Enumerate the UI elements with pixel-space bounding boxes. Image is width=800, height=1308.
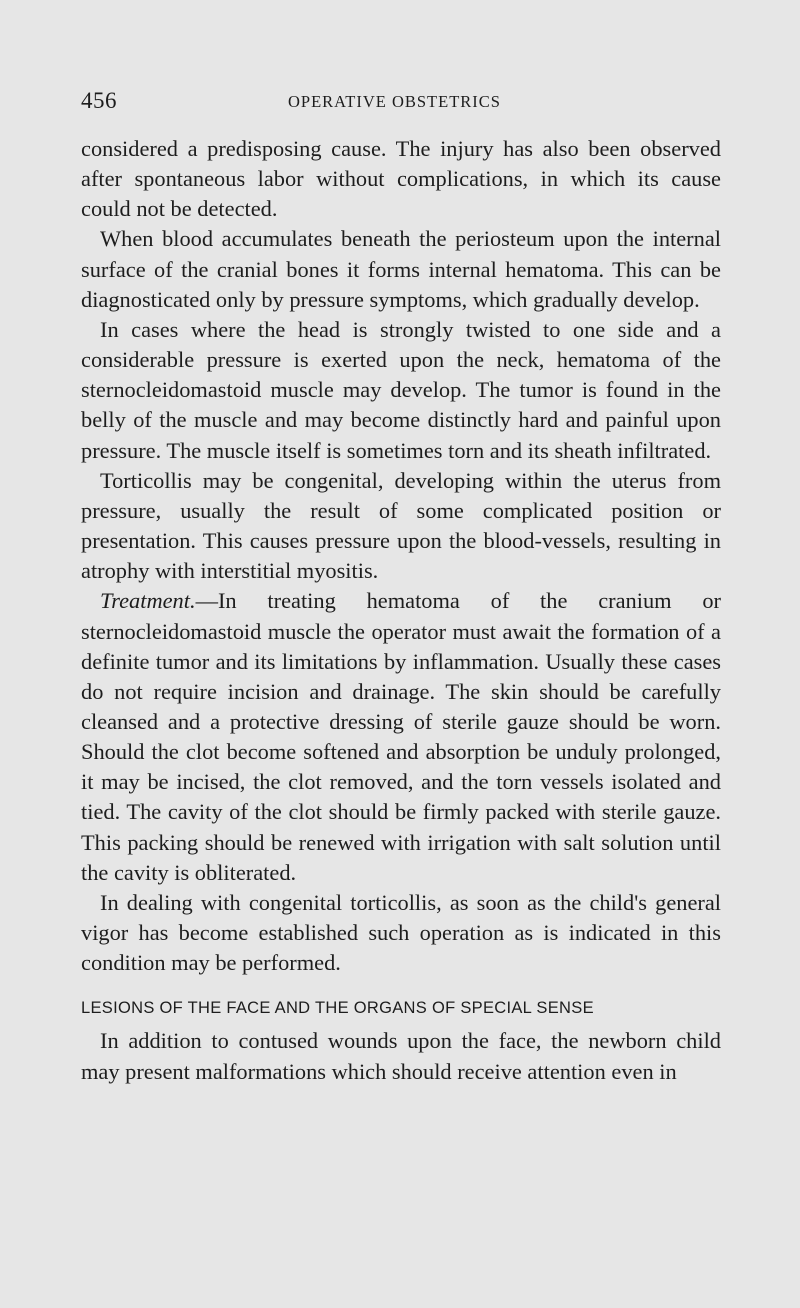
running-title: OPERATIVE OBSTETRICS	[288, 92, 501, 111]
paragraph-continuation: considered a predisposing cause. The injury has also been observed after spontaneous labor without complications, in which its cause could not be detected.	[81, 136, 721, 222]
paragraph-face-lesions: In addition to contused wounds upon the face, the newborn child may present malformations which should receive attention even in	[81, 1028, 721, 1084]
treatment-text: —In treating hematoma of the cranium or sternocleidomastoid muscle the operator must await the formation of a definite tumor and its limitations by inflammation. Usually these cases do not require incision and drainage. The skin should be carefully cleansed and a protective dressing of sterile gauze should be worn. Should the clot become softened and absorption be unduly prolonged, it may be incised, the clot removed, and the torn vessels isolated and tied. The cavity of the clot should be firmly packed with sterile gauze. This packing should be renewed with irrigation with salt solution until the cavity is obliterated.	[81, 588, 721, 885]
paragraph-congenital-torticollis: In dealing with congenital torticollis, as soon as the child's general vigor has become established such operation as is indicated in this condition may be performed.	[81, 889, 721, 976]
section-heading: LESIONS OF THE FACE AND THE ORGANS OF SPECIAL SENSE	[81, 999, 594, 1018]
paragraph-torticollis: Torticollis may be congenital, developing within the uterus from pressure, usually the result of some complicated position or presentation. This causes pressure upon the blood-vessels, resulting in atrophy with interstitial myositis.	[81, 467, 721, 584]
treatment-lead: Treatment.	[100, 588, 196, 614]
paragraph-sternocleidomastoid-hematoma: In cases where the head is strongly twisted to one side and a considerable pressure is exerted upon the neck, hematoma of the sternocleidomastoid muscle may develop. The tumor is found in the belly of the muscle and may become distinctly hard and painful upon pressure. The muscle itself is sometimes torn and its sheath infiltrated.	[81, 316, 721, 463]
body-text	[81, 134, 721, 1087]
page-header	[81, 88, 721, 120]
paragraph-treatment	[81, 586, 721, 888]
paragraph-internal-hematoma: When blood accumulates beneath the periosteum upon the internal surface of the cranial bones it forms internal hematoma. This can be diagnosticated only by pressure symptoms, which gradually develop.	[81, 226, 721, 312]
page-number: 456	[81, 88, 117, 113]
